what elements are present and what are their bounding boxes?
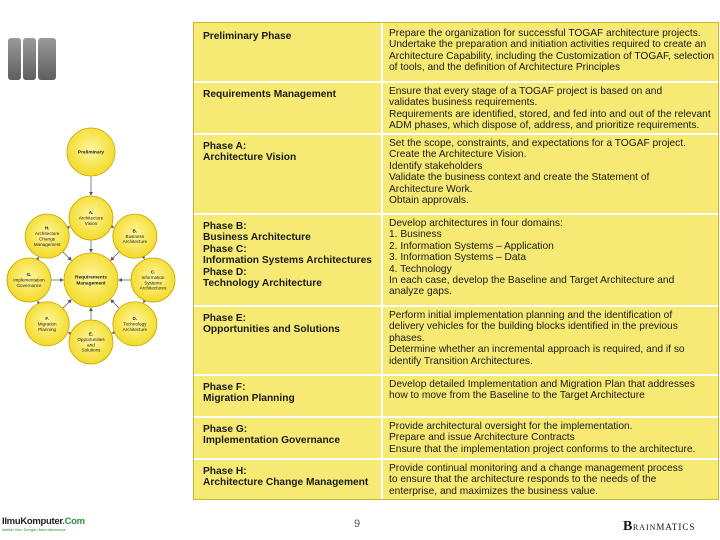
brainmatics-logo: BRAINMATICS [623, 519, 696, 534]
table-row [194, 23, 718, 83]
phase-description: Develop architectures in four domains: 1. Business 2. Information Systems – Application 3. Information Systems – Data 4. Technology In each case, develop the Baseline and Target Architecture and analyze gaps. [389, 218, 675, 298]
requirements-management-label: Requirements Management [75, 275, 107, 287]
phase-description: Provide continual monitoring and a change management process to ensure that the architecture responds to the needs of the enterprise, and maximizes the business value. [389, 463, 683, 497]
phase-description: Prepare the organization for successful TOGAF architecture projects. Undertake the preparation and initiation activities required to create an Architecture Capability, including the Customization of TOGAF, selection of tools, and the definition of Architecture Principles [389, 28, 715, 74]
adm-cycle-diagram [0, 0, 200, 400]
arrow-to-requirements [111, 252, 119, 260]
phase-label-f: F. Migration Planning [37, 316, 57, 332]
phase-description: Perform initial implementation planning and the identification of delivery vehicles for the building blocks identified in the previous phases. Determine whether an incremental approach is required, and if so identify Transition Architectures. [389, 310, 685, 367]
phase-name: Requirements Management [203, 89, 337, 100]
phase-label-g: G. Implementation Governance [13, 272, 45, 288]
phase-name: Phase A: Architecture Vision [203, 141, 297, 164]
table-row [194, 458, 718, 501]
arrow-to-requirements [63, 252, 71, 260]
table-row [194, 213, 718, 307]
phase-name: Preliminary Phase [203, 31, 292, 42]
phase-name: Phase G: Implementation Governance [203, 424, 340, 447]
table-row [194, 305, 718, 376]
phase-description: Set the scope, constraints, and expectations for a TOGAF project. Create the Architecture Vision. Identify stakeholders Validate the business context and create the Statement of Architecture Work. Obtain approvals. [389, 138, 686, 207]
phase-label-h: H. Architecture Change Management [33, 225, 61, 247]
phase-name: Phase H: Architecture Change Management [203, 466, 369, 489]
phase-name: Phase F: Migration Planning [203, 382, 295, 405]
phase-description: Provide architectural oversight for the implementation. Prepare and issue Architecture Contracts Ensure that the implementation project conforms to the architecture. [389, 421, 696, 455]
preliminary-label: Preliminary [77, 150, 105, 156]
phase-label-a: A. Architecture Vision [78, 210, 104, 226]
table-row [194, 374, 718, 418]
page-number: 9 [354, 518, 361, 530]
phase-label-c: C. Information Systems Architectures [139, 269, 167, 291]
table-row [194, 81, 718, 135]
phase-table [193, 22, 719, 500]
arrow-to-requirements [63, 300, 71, 308]
phase-name: Phase B: Business Architecture Phase C: Information Systems Architectures Phase D: Technology Architecture [203, 221, 372, 290]
arrow-to-requirements [111, 300, 119, 308]
phase-description: Ensure that every stage of a TOGAF project is based on and validates business requirements. Requirements are identified, stored, and fed into and out of the relevant ADM phases, which dispose of, address, and prioritize requirements. [389, 86, 711, 132]
table-row [194, 416, 718, 460]
phase-description: Develop detailed Implementation and Migration Plan that addresses how to move from the Baseline to the Target Architecture [389, 379, 695, 402]
phase-label-d: D. Technology Architecture [122, 316, 148, 332]
phase-label-b: B. Business Architecture [122, 228, 148, 245]
table-row [194, 133, 718, 215]
phase-name: Phase E: Opportunities and Solutions [203, 313, 340, 336]
phase-label-e: E. Opportunities and Solutions [77, 331, 105, 353]
ilmukomputer-logo: IlmuKomputer.Com Ikatlah Ilmu Dengan Menuliskannya [2, 516, 85, 532]
